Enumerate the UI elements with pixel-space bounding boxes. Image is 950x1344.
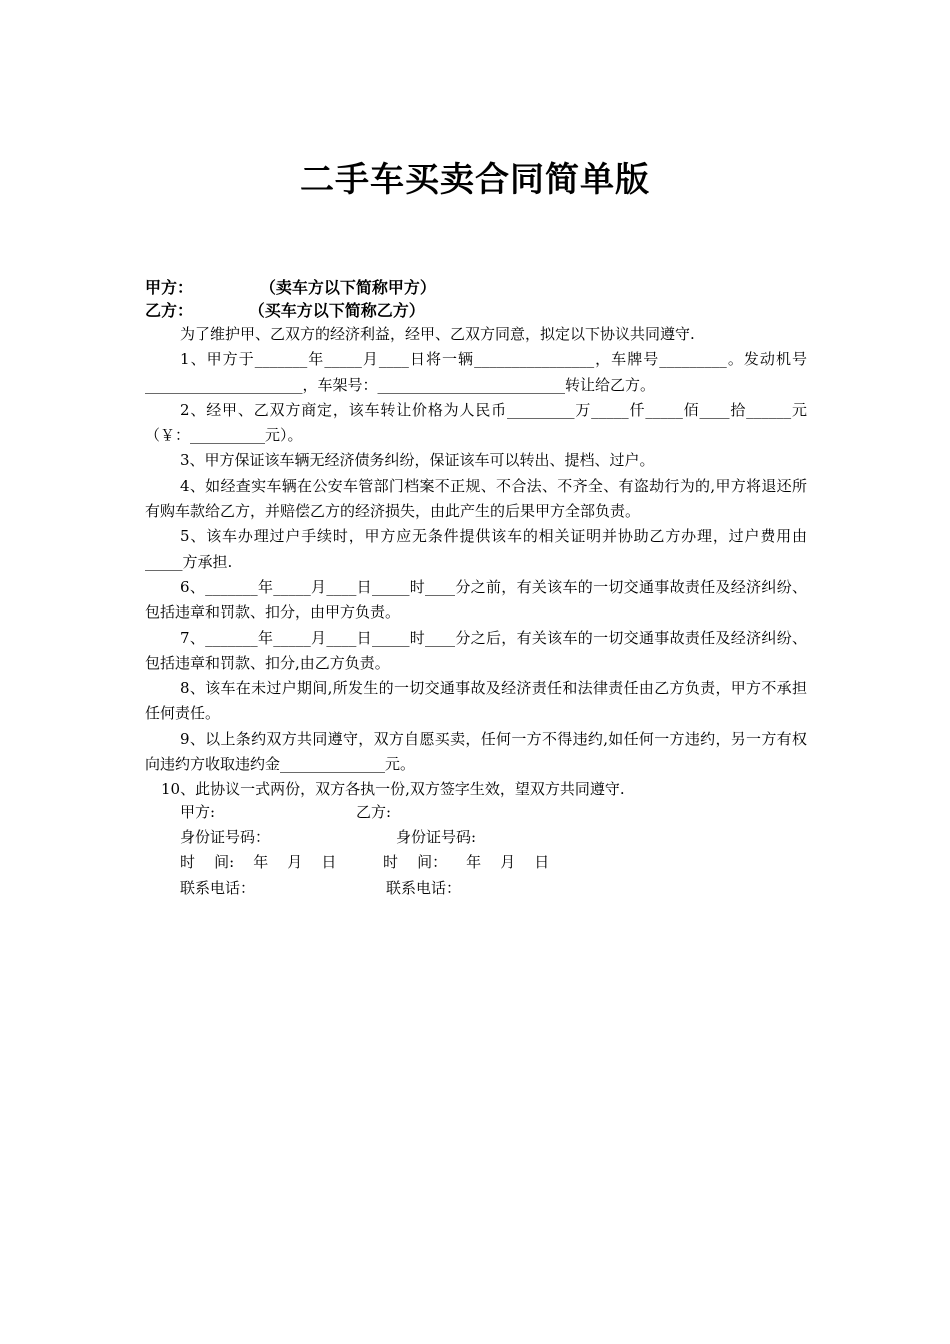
clause-10: 10、此协议一式两份，双方各执一份,双方签字生效，望双方共同遵守. [161, 780, 625, 799]
clause-4: 4、如经查实车辆在公安车管部门档案不正规、不合法、不齐全、有盗劫行为的,甲方将退还所有购车款给乙方，并赔偿乙方的经济损失，由此产生的后果甲方全部负责。 [145, 476, 807, 521]
phone-a-label: 联系电话： [180, 879, 256, 897]
phone-b-label: 联系电话： [386, 879, 462, 897]
clause-1: 1、甲方于_______年_____月____日将一辆________________，车牌号_________。发动机号_____________________，车架号：_________________________转让给乙方。 [145, 350, 807, 394]
time-a-label: 时 间: 年 月 日 [180, 853, 337, 871]
party-a-line: 甲方： （卖车方以下简称甲方） [145, 278, 436, 297]
clause-9: 9、以上条约双方共同遵守，双方自愿买卖，任何一方不得违约,如任何一方违约，另一方有权向违约方收取违约金______________元。 [145, 729, 807, 774]
contract-body [145, 322, 807, 803]
id-number-a-label: 身份证号码： [180, 828, 271, 846]
id-number-b-label: 身份证号码: [396, 828, 477, 846]
document-title: 二手车买卖合同简单版 [300, 160, 650, 200]
signature-party-a-label: 甲方: [180, 803, 216, 821]
clause-6: 6、_______年_____月____日_____时____分之前，有关该车的一切交通事故责任及经济纠纷、包括违章和罚款、扣分，由甲方负责。 [145, 577, 807, 622]
signature-phone-row [180, 876, 462, 972]
clause-3: 3、甲方保证该车辆无经济债务纠纷，保证该车可以转出、提档、过户。 [180, 451, 655, 470]
signature-party-b-label: 乙方: [356, 803, 392, 821]
clause-8: 8、该车在未过户期间,所发生的一切交通事故及经济责任和法律责任由乙方负责，甲方不承担任何责任。 [145, 679, 807, 723]
party-b-line: 乙方： （买车方以下简称乙方） [145, 301, 425, 320]
intro-paragraph: 为了维护甲、乙双方的经济利益，经甲、乙双方同意，拟定以下协议共同遵守. [180, 325, 695, 343]
clause-2: 2、经甲、乙双方商定，该车转让价格为人民币_________万_____仟_____佰____拾______元（￥：__________元）。 [145, 400, 807, 445]
time-b-label: 时 间： 年 月 日 [383, 853, 550, 871]
clause-7: 7、_______年_____月____日_____时____分之后，有关该车的一切交通事故责任及经济纠纷、包括违章和罚款、扣分,由乙方负责。 [145, 628, 807, 672]
clause-5: 5、该车办理过户手续时，甲方应无条件提供该车的相关证明并协助乙方办理，过户费用由_____方承担. [145, 527, 807, 571]
